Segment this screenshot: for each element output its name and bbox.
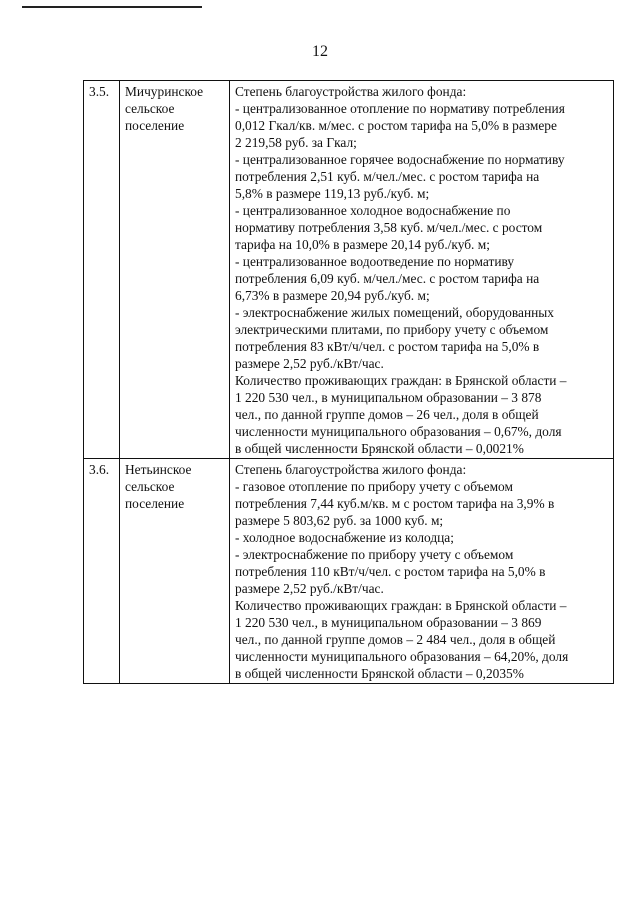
description-line: Степень благоустройства жилого фонда:: [235, 84, 467, 99]
table-row: [84, 81, 614, 459]
name-line: Мичуринское: [125, 84, 204, 99]
description-line: потребления 83 кВт/ч/чел. с ростом тарифа на 5,0% в: [235, 339, 540, 354]
name-line: сельское: [125, 101, 175, 116]
name-line: поселение: [125, 496, 185, 511]
description-line: - электроснабжение жилых помещений, оборудованных: [235, 305, 554, 320]
description-line: - централизованное холодное водоснабжение по: [235, 203, 511, 218]
name-line: сельское: [125, 479, 175, 494]
name-line: поселение: [125, 118, 185, 133]
description-line: - газовое отопление по прибору учету с объемом: [235, 479, 513, 494]
table-row: [84, 459, 614, 684]
description-cell: [230, 81, 614, 459]
header-rule: [22, 6, 202, 8]
description-cell: [230, 459, 614, 684]
settlements-table: [83, 80, 614, 684]
settlement-name: [120, 81, 230, 459]
description-line: размере 5 803,62 руб. за 1000 куб. м;: [235, 513, 444, 528]
description-line: - электроснабжение по прибору учету с объемом: [235, 547, 514, 562]
page-number: 12: [312, 43, 328, 60]
description-line: чел., по данной группе домов – 2 484 чел., доля в общей: [235, 632, 556, 647]
description-line: тарифа на 10,0% в размере 20,14 руб./куб. м;: [235, 237, 490, 252]
description-line: - централизованное горячее водоснабжение по нормативу: [235, 152, 565, 167]
description-line: электрическими плитами, по прибору учету с объемом: [235, 322, 549, 337]
description-line: - централизованное отопление по нормативу потребления: [235, 101, 565, 116]
description-line: размере 2,52 руб./кВт/час.: [235, 581, 384, 596]
description-line: размере 2,52 руб./кВт/час.: [235, 356, 384, 371]
description-line: потребления 7,44 куб.м/кв. м с ростом тарифа на 3,9% в: [235, 496, 555, 511]
description-line: 1 220 530 чел., в муниципальном образовании – 3 869: [235, 615, 542, 630]
description-line: потребления 6,09 куб. м/чел./мес. с ростом тарифа на: [235, 271, 540, 286]
description-line: потребления 2,51 куб. м/чел./мес. с ростом тарифа на: [235, 169, 540, 184]
description-line: 2 219,58 руб. за Гкал;: [235, 135, 357, 150]
description-line: в общей численности Брянской области – 0,0021%: [235, 441, 524, 456]
description-line: - холодное водоснабжение из колодца;: [235, 530, 454, 545]
description-line: потребления 110 кВт/ч/чел. с ростом тарифа на 5,0% в: [235, 564, 546, 579]
name-line: Нетьинское: [125, 462, 192, 477]
description-line: 0,012 Гкал/кв. м/мес. с ростом тарифа на 5,0% в размере: [235, 118, 557, 133]
description-line: нормативу потребления 3,58 куб. м/чел./мес. с ростом: [235, 220, 543, 235]
description-line: 6,73% в размере 20,94 руб./куб. м;: [235, 288, 430, 303]
description-line: численности муниципального образования – 0,67%, доля: [235, 424, 562, 439]
description-line: Количество проживающих граждан: в Брянской области –: [235, 373, 567, 388]
description-line: Количество проживающих граждан: в Брянской области –: [235, 598, 567, 613]
description-line: 5,8% в размере 119,13 руб./куб. м;: [235, 186, 430, 201]
row-number: 3.5.: [84, 81, 120, 459]
row-number: 3.6.: [84, 459, 120, 684]
description-line: численности муниципального образования – 64,20%, доля: [235, 649, 569, 664]
description-line: чел., по данной группе домов – 26 чел., доля в общей: [235, 407, 539, 422]
description-line: 1 220 530 чел., в муниципальном образовании – 3 878: [235, 390, 542, 405]
description-line: в общей численности Брянской области – 0,2035%: [235, 666, 524, 681]
settlement-name: [120, 459, 230, 684]
description-line: - централизованное водоотведение по нормативу: [235, 254, 515, 269]
description-line: Степень благоустройства жилого фонда:: [235, 462, 467, 477]
